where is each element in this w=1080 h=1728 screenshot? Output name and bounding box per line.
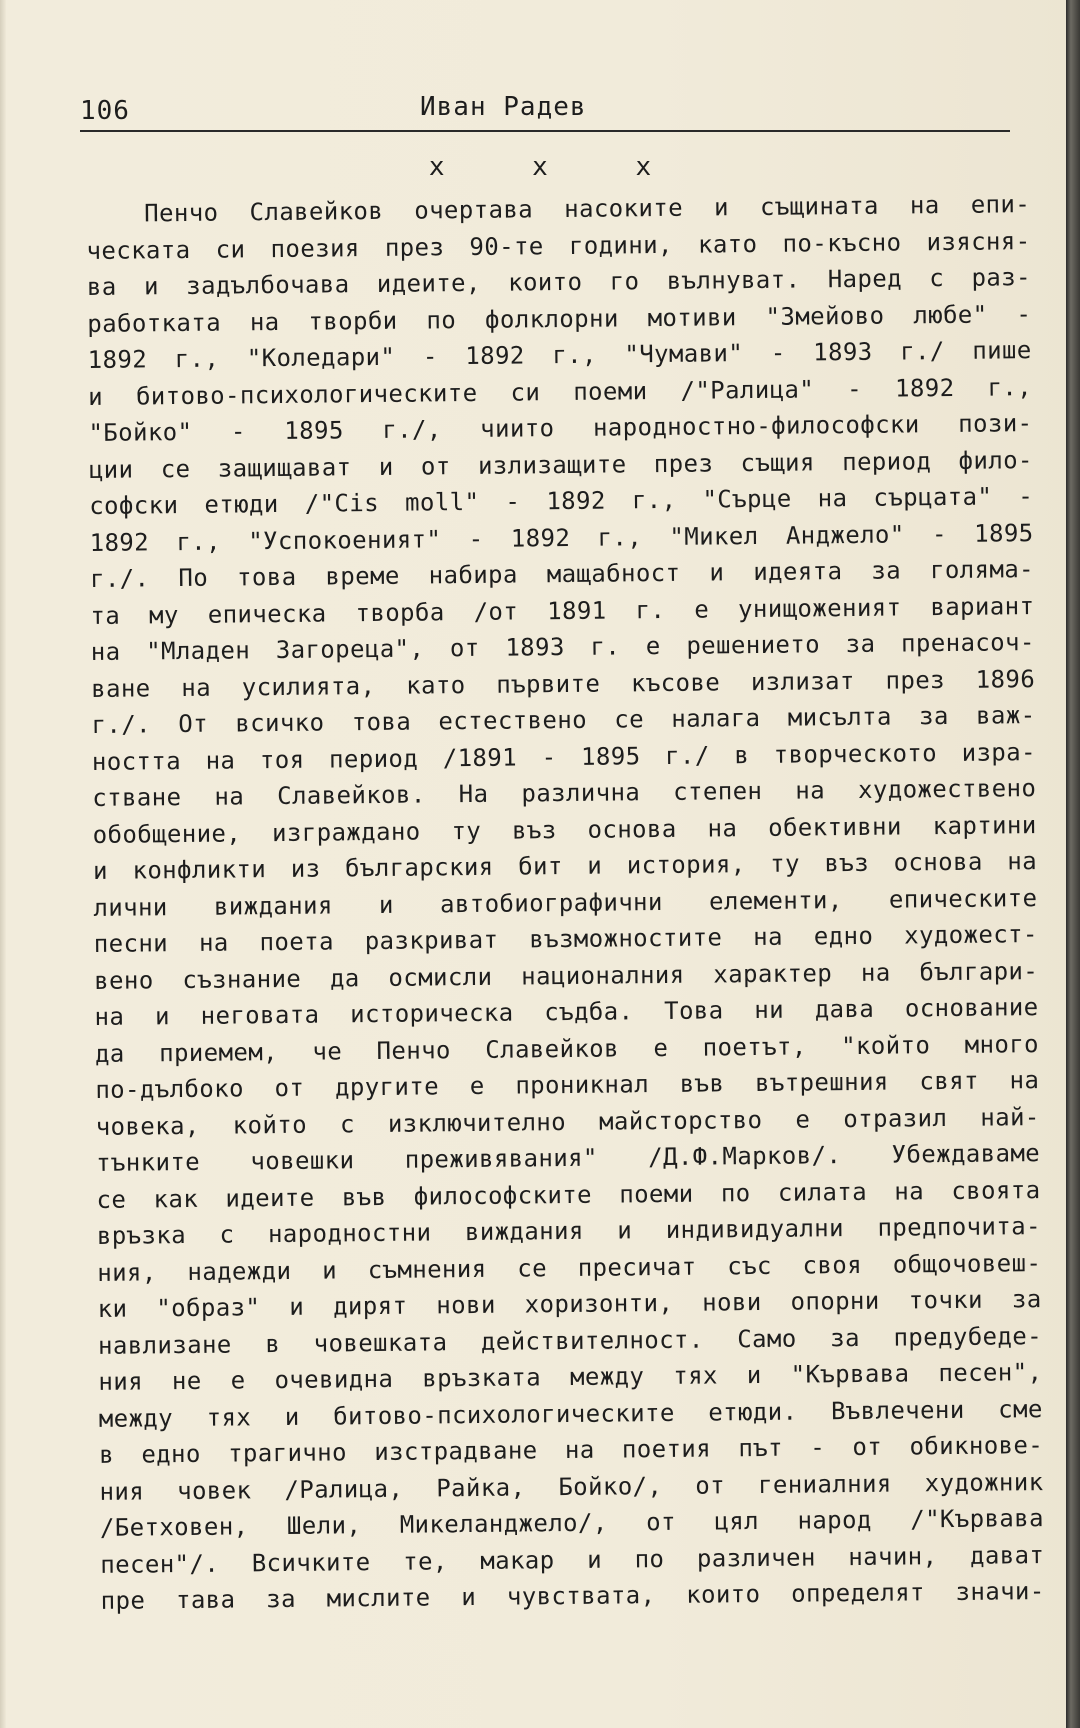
text-line: лични виждания и автобиографични елементи, епическите (93, 883, 1038, 922)
section-separator: x x x (428, 152, 688, 182)
text-line: г./. От всичко това естествено се налага мисълта за важ- (91, 701, 1036, 739)
page-left-edge (0, 0, 6, 1728)
text-line: та му епическа творба /от 1891 г. е унищоженият вариант (90, 591, 1035, 630)
text-line: ния човек /Ралица, Райка, Бойко/, от гениалния художник (99, 1467, 1044, 1506)
text-line: и битово-психологическите си поеми /"Ралица" - 1892 г., (87, 372, 1033, 411)
page-header (80, 88, 1010, 134)
text-line: песни на поета разкриват възможностите на едно художест- (93, 920, 1038, 958)
text-line: вено съзнание да осмисли националния характер на българи- (94, 956, 1039, 995)
text-line: ции се защищават и от излизащите през същия период фило- (88, 445, 1033, 484)
text-line: по-дълбоко от другите е проникнал във вътрешния свят на (95, 1066, 1040, 1104)
text-line: навлизане в човешката действителност. Само за предубеде- (97, 1321, 1043, 1360)
header-rule (80, 130, 1010, 132)
text-line: 1892 г., "Коледари" - 1892 г., "Чумави" - 1893 г./ пише (87, 336, 1032, 374)
text-line: софски етюди /"Cis moll" - 1892 г., "Сърце на сърцата" - (89, 482, 1034, 520)
text-line: обобщение, изграждано ту въз основа на обективни картини (92, 810, 1037, 849)
text-line: се как идеите във философските поеми по силата на своята (96, 1175, 1041, 1214)
text-line: пре тава за мислите и чувствата, които определят значи- (100, 1577, 1045, 1615)
text-line: /Бетховен, Шели, Микеланджело/, от цял народ /"Кървава (99, 1504, 1045, 1542)
text-line: ния, надежди и съмнения се пресичат със своя общочовеш- (97, 1248, 1042, 1287)
text-line: тънките човешки преживявания" /Д.Ф.Марков/. Убеждаваме (95, 1139, 1041, 1177)
running-head-author: Иван Радев (420, 92, 587, 122)
text-line: да приемем, че Пенчо Славейков е поетът, "който много (94, 1029, 1040, 1068)
text-line: 1892 г., "Успокоеният" - 1892 г., "Микел Анджело" - 1895 (89, 518, 1034, 557)
text-line: Пенчо Славейков очертава насоките и същината на епи- (144, 190, 1031, 228)
text-line: връзка с народностни виждания и индивидуални предпочита- (96, 1212, 1041, 1250)
text-line: и конфликти из българския бит и история, ту въз основа на (92, 847, 1038, 885)
text-line: в едно трагично изстрадване на поетия път - от обикнове- (99, 1431, 1044, 1469)
text-line: ческата си поезия през 90-те години, като по-късно изясня- (86, 226, 1031, 265)
text-line: ване на усилията, като първите късове излизат през 1896 (91, 664, 1036, 703)
text-line: г./. По това време набира мащабност и идеята за голяма- (89, 555, 1035, 593)
page-number: 106 (80, 96, 130, 126)
page-binding-shadow (1066, 0, 1080, 1728)
text-line: ността на тоя период /1891 - 1895 г./ в творческото изра- (91, 737, 1037, 776)
text-line: песен"/. Всичките те, макар и по различен начин, дават (100, 1540, 1045, 1579)
text-line: работката на творби по фолклорни мотиви "Змейово любе" - (87, 299, 1032, 338)
text-line: на "Младен Загореца", от 1893 г. е решението за пренасоч- (90, 628, 1035, 666)
body-paragraph (86, 186, 1045, 1619)
text-line: човека, който с изключително майсторство е отразил най- (95, 1102, 1040, 1141)
text-line: "Бойко" - 1895 г./, чиито народностно-философски пози- (88, 409, 1033, 447)
text-line: между тях и битово-психологическите етюди. Въвлечени сме (98, 1394, 1043, 1433)
text-line: ки "образ" и дирят нови хоризонти, нови опорни точки за (97, 1285, 1042, 1323)
text-line: стване на Славейков. На различна степен на художествено (92, 774, 1037, 812)
text-line: на и неговата историческа съдба. Това ни дава основание (94, 993, 1039, 1031)
text-line: ния не е очевидна връзката между тях и "Кървава песен", (98, 1358, 1043, 1396)
text-line: ва и задълбочава идеите, които го вълнуват. Наред с раз- (86, 263, 1032, 301)
